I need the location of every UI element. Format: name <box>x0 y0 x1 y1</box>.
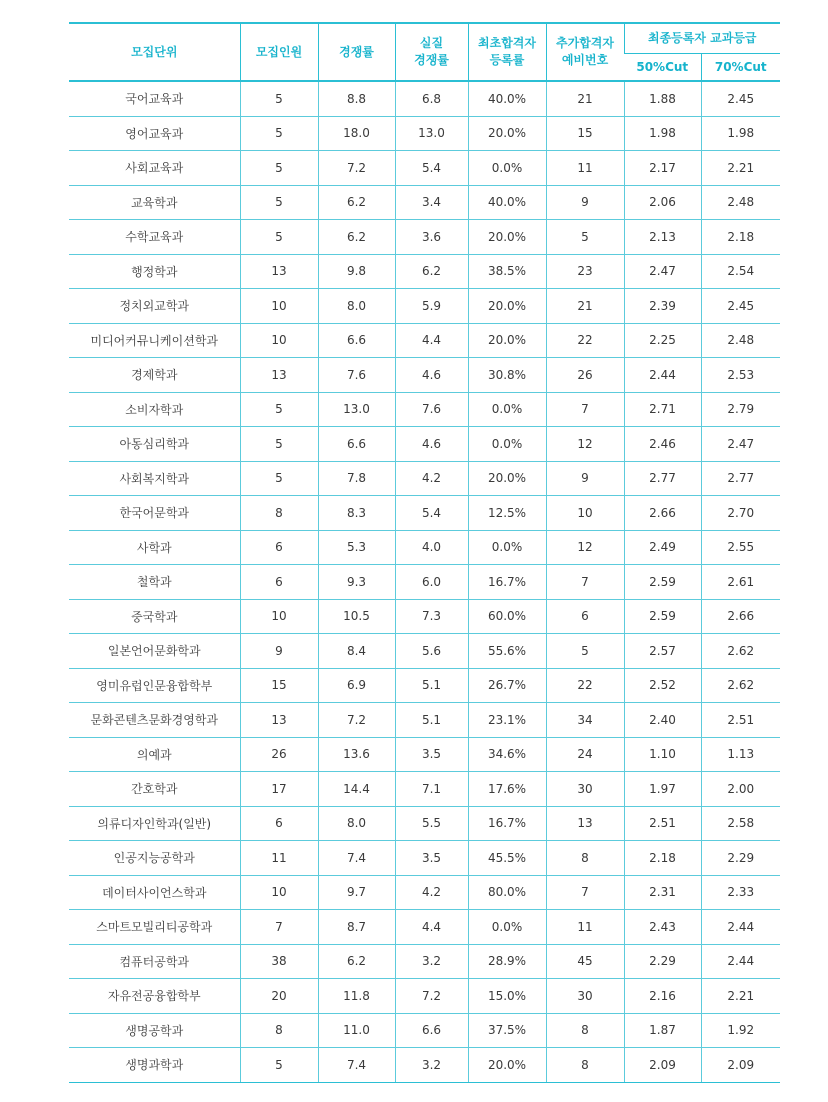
cell-competition: 18.0 <box>318 116 395 151</box>
cell-waitlist-number: 13 <box>546 806 624 841</box>
cell-cut70: 2.62 <box>701 634 780 669</box>
cell-quota: 5 <box>240 116 318 151</box>
cell-cut70: 2.33 <box>701 875 780 910</box>
cell-cut70: 1.92 <box>701 1013 780 1048</box>
header-unit: 모집단위 <box>69 23 240 81</box>
cell-quota: 9 <box>240 634 318 669</box>
cell-real-competition: 5.6 <box>395 634 468 669</box>
cell-competition: 13.6 <box>318 737 395 772</box>
cell-waitlist-number: 7 <box>546 392 624 427</box>
cell-cut50: 1.98 <box>624 116 701 151</box>
cell-real-competition: 4.0 <box>395 530 468 565</box>
cell-competition: 7.4 <box>318 841 395 876</box>
table-row <box>69 772 780 807</box>
cell-real-competition: 4.2 <box>395 875 468 910</box>
cell-first-registration-rate: 55.6% <box>468 634 546 669</box>
cell-cut50: 2.47 <box>624 254 701 289</box>
cell-real-competition: 3.5 <box>395 737 468 772</box>
cell-waitlist-number: 15 <box>546 116 624 151</box>
cell-cut70: 1.98 <box>701 116 780 151</box>
cell-first-registration-rate: 80.0% <box>468 875 546 910</box>
cell-competition: 13.0 <box>318 392 395 427</box>
cell-unit: 일본언어문화학과 <box>69 634 240 669</box>
cell-cut50: 2.16 <box>624 979 701 1014</box>
cell-waitlist-number: 8 <box>546 1013 624 1048</box>
table-row <box>69 151 780 186</box>
cell-real-competition: 4.2 <box>395 461 468 496</box>
cell-first-registration-rate: 0.0% <box>468 910 546 945</box>
cell-competition: 8.4 <box>318 634 395 669</box>
table-row <box>69 185 780 220</box>
header-waitlist-number: 추가합격자 예비번호 <box>546 23 624 81</box>
cell-unit: 의류디자인학과(일반) <box>69 806 240 841</box>
cell-unit: 중국학과 <box>69 599 240 634</box>
table-row <box>69 703 780 738</box>
cell-first-registration-rate: 12.5% <box>468 496 546 531</box>
cell-quota: 20 <box>240 979 318 1014</box>
table-row <box>69 116 780 151</box>
cell-cut70: 2.29 <box>701 841 780 876</box>
cell-real-competition: 7.6 <box>395 392 468 427</box>
table-row <box>69 634 780 669</box>
cell-waitlist-number: 8 <box>546 841 624 876</box>
cell-waitlist-number: 34 <box>546 703 624 738</box>
cell-waitlist-number: 6 <box>546 599 624 634</box>
cell-competition: 9.7 <box>318 875 395 910</box>
cell-cut70: 2.54 <box>701 254 780 289</box>
cell-cut50: 2.49 <box>624 530 701 565</box>
cell-competition: 11.8 <box>318 979 395 1014</box>
cell-cut50: 2.59 <box>624 565 701 600</box>
cell-unit: 정치외교학과 <box>69 289 240 324</box>
cell-first-registration-rate: 20.0% <box>468 220 546 255</box>
cell-quota: 5 <box>240 185 318 220</box>
cell-unit: 자유전공융합학부 <box>69 979 240 1014</box>
table-row <box>69 599 780 634</box>
cell-quota: 6 <box>240 530 318 565</box>
cell-unit: 행정학과 <box>69 254 240 289</box>
table-row <box>69 461 780 496</box>
cell-cut50: 2.66 <box>624 496 701 531</box>
cell-real-competition: 5.4 <box>395 496 468 531</box>
cell-cut50: 2.44 <box>624 358 701 393</box>
cell-waitlist-number: 9 <box>546 185 624 220</box>
header-cut70: 70%Cut <box>701 54 780 82</box>
cell-unit: 컴퓨터공학과 <box>69 944 240 979</box>
cell-competition: 8.0 <box>318 289 395 324</box>
table-row <box>69 668 780 703</box>
cell-waitlist-number: 8 <box>546 1048 624 1083</box>
cell-first-registration-rate: 37.5% <box>468 1013 546 1048</box>
table-row <box>69 289 780 324</box>
table-row <box>69 979 780 1014</box>
cell-quota: 8 <box>240 496 318 531</box>
cell-unit: 생명공학과 <box>69 1013 240 1048</box>
cell-real-competition: 7.2 <box>395 979 468 1014</box>
cell-quota: 5 <box>240 81 318 116</box>
cell-first-registration-rate: 0.0% <box>468 392 546 427</box>
cell-real-competition: 7.3 <box>395 599 468 634</box>
cell-quota: 10 <box>240 875 318 910</box>
cell-first-registration-rate: 0.0% <box>468 530 546 565</box>
cell-quota: 11 <box>240 841 318 876</box>
cell-competition: 6.2 <box>318 185 395 220</box>
cell-quota: 5 <box>240 392 318 427</box>
header-real-competition: 실질 경쟁률 <box>395 23 468 81</box>
cell-competition: 10.5 <box>318 599 395 634</box>
cell-cut50: 2.17 <box>624 151 701 186</box>
cell-cut70: 2.77 <box>701 461 780 496</box>
cell-real-competition: 5.9 <box>395 289 468 324</box>
cell-waitlist-number: 11 <box>546 910 624 945</box>
cell-quota: 38 <box>240 944 318 979</box>
cell-cut70: 2.45 <box>701 289 780 324</box>
cell-quota: 6 <box>240 565 318 600</box>
cell-cut70: 2.51 <box>701 703 780 738</box>
cell-quota: 10 <box>240 323 318 358</box>
cell-cut50: 2.43 <box>624 910 701 945</box>
cell-waitlist-number: 12 <box>546 427 624 462</box>
cell-first-registration-rate: 30.8% <box>468 358 546 393</box>
cell-first-registration-rate: 60.0% <box>468 599 546 634</box>
cell-cut70: 2.48 <box>701 185 780 220</box>
cell-cut70: 2.00 <box>701 772 780 807</box>
cell-waitlist-number: 26 <box>546 358 624 393</box>
cell-unit: 교육학과 <box>69 185 240 220</box>
cell-cut50: 2.25 <box>624 323 701 358</box>
cell-cut50: 2.06 <box>624 185 701 220</box>
cell-first-registration-rate: 16.7% <box>468 806 546 841</box>
cell-cut50: 2.31 <box>624 875 701 910</box>
cell-unit: 생명과학과 <box>69 1048 240 1083</box>
cell-competition: 7.6 <box>318 358 395 393</box>
cell-quota: 5 <box>240 151 318 186</box>
cell-cut50: 2.29 <box>624 944 701 979</box>
cell-waitlist-number: 12 <box>546 530 624 565</box>
cell-first-registration-rate: 45.5% <box>468 841 546 876</box>
cell-unit: 데이터사이언스학과 <box>69 875 240 910</box>
cell-cut70: 2.44 <box>701 910 780 945</box>
cell-unit: 영미유럽인문융합학부 <box>69 668 240 703</box>
cell-competition: 8.3 <box>318 496 395 531</box>
header-cut50: 50%Cut <box>624 54 701 82</box>
cell-unit: 수학교육과 <box>69 220 240 255</box>
cell-first-registration-rate: 40.0% <box>468 81 546 116</box>
cell-competition: 7.2 <box>318 151 395 186</box>
cell-quota: 15 <box>240 668 318 703</box>
cell-unit: 사회복지학과 <box>69 461 240 496</box>
cell-real-competition: 6.6 <box>395 1013 468 1048</box>
cell-cut70: 2.79 <box>701 392 780 427</box>
cell-competition: 14.4 <box>318 772 395 807</box>
cell-unit: 소비자학과 <box>69 392 240 427</box>
cell-first-registration-rate: 38.5% <box>468 254 546 289</box>
cell-real-competition: 5.4 <box>395 151 468 186</box>
cell-quota: 5 <box>240 220 318 255</box>
admissions-results-table <box>69 22 780 1083</box>
cell-waitlist-number: 22 <box>546 668 624 703</box>
cell-waitlist-number: 21 <box>546 81 624 116</box>
cell-first-registration-rate: 20.0% <box>468 461 546 496</box>
cell-cut50: 2.77 <box>624 461 701 496</box>
table-row <box>69 358 780 393</box>
cell-competition: 6.9 <box>318 668 395 703</box>
cell-cut70: 2.62 <box>701 668 780 703</box>
cell-waitlist-number: 7 <box>546 565 624 600</box>
table-row <box>69 806 780 841</box>
table-row <box>69 323 780 358</box>
cell-waitlist-number: 9 <box>546 461 624 496</box>
cell-cut50: 1.88 <box>624 81 701 116</box>
cell-waitlist-number: 24 <box>546 737 624 772</box>
cell-waitlist-number: 45 <box>546 944 624 979</box>
cell-unit: 국어교육과 <box>69 81 240 116</box>
cell-cut50: 2.40 <box>624 703 701 738</box>
cell-cut70: 2.61 <box>701 565 780 600</box>
cell-quota: 26 <box>240 737 318 772</box>
cell-waitlist-number: 10 <box>546 496 624 531</box>
cell-real-competition: 6.2 <box>395 254 468 289</box>
cell-cut50: 1.87 <box>624 1013 701 1048</box>
cell-competition: 6.2 <box>318 944 395 979</box>
cell-cut50: 1.10 <box>624 737 701 772</box>
cell-real-competition: 3.5 <box>395 841 468 876</box>
cell-unit: 사회교육과 <box>69 151 240 186</box>
cell-first-registration-rate: 15.0% <box>468 979 546 1014</box>
table-row <box>69 496 780 531</box>
table-row <box>69 530 780 565</box>
cell-cut50: 2.13 <box>624 220 701 255</box>
cell-waitlist-number: 30 <box>546 979 624 1014</box>
cell-waitlist-number: 30 <box>546 772 624 807</box>
table-row <box>69 875 780 910</box>
cell-cut50: 2.09 <box>624 1048 701 1083</box>
cell-cut50: 1.97 <box>624 772 701 807</box>
cell-competition: 9.3 <box>318 565 395 600</box>
cell-competition: 8.7 <box>318 910 395 945</box>
cell-unit: 아동심리학과 <box>69 427 240 462</box>
cell-quota: 6 <box>240 806 318 841</box>
table-row <box>69 392 780 427</box>
cell-cut50: 2.46 <box>624 427 701 462</box>
cell-competition: 7.2 <box>318 703 395 738</box>
cell-cut70: 2.48 <box>701 323 780 358</box>
cell-cut70: 2.44 <box>701 944 780 979</box>
cell-real-competition: 5.5 <box>395 806 468 841</box>
table-body <box>69 81 780 1082</box>
cell-first-registration-rate: 0.0% <box>468 151 546 186</box>
cell-unit: 간호학과 <box>69 772 240 807</box>
table-row <box>69 737 780 772</box>
cell-cut50: 2.39 <box>624 289 701 324</box>
cell-unit: 사학과 <box>69 530 240 565</box>
cell-cut70: 2.70 <box>701 496 780 531</box>
cell-waitlist-number: 7 <box>546 875 624 910</box>
cell-real-competition: 6.0 <box>395 565 468 600</box>
cell-quota: 5 <box>240 427 318 462</box>
cell-unit: 문화콘텐츠문화경영학과 <box>69 703 240 738</box>
cell-first-registration-rate: 20.0% <box>468 1048 546 1083</box>
table-header <box>69 23 780 81</box>
cell-competition: 11.0 <box>318 1013 395 1048</box>
cell-quota: 13 <box>240 358 318 393</box>
cell-real-competition: 4.6 <box>395 358 468 393</box>
cell-quota: 5 <box>240 1048 318 1083</box>
cell-quota: 8 <box>240 1013 318 1048</box>
cell-unit: 인공지능공학과 <box>69 841 240 876</box>
cell-real-competition: 3.2 <box>395 944 468 979</box>
cell-real-competition: 3.2 <box>395 1048 468 1083</box>
cell-cut50: 2.18 <box>624 841 701 876</box>
cell-first-registration-rate: 23.1% <box>468 703 546 738</box>
cell-waitlist-number: 5 <box>546 634 624 669</box>
table-row <box>69 254 780 289</box>
cell-competition: 6.6 <box>318 323 395 358</box>
cell-competition: 6.2 <box>318 220 395 255</box>
cell-cut70: 1.13 <box>701 737 780 772</box>
cell-real-competition: 5.1 <box>395 703 468 738</box>
table-row <box>69 910 780 945</box>
cell-real-competition: 4.4 <box>395 323 468 358</box>
cell-real-competition: 4.6 <box>395 427 468 462</box>
cell-real-competition: 13.0 <box>395 116 468 151</box>
cell-cut70: 2.45 <box>701 81 780 116</box>
cell-waitlist-number: 23 <box>546 254 624 289</box>
cell-competition: 8.0 <box>318 806 395 841</box>
cell-unit: 철학과 <box>69 565 240 600</box>
cell-cut50: 2.59 <box>624 599 701 634</box>
cell-real-competition: 5.1 <box>395 668 468 703</box>
table-row <box>69 220 780 255</box>
cell-cut50: 2.51 <box>624 806 701 841</box>
cell-first-registration-rate: 16.7% <box>468 565 546 600</box>
cell-cut70: 2.18 <box>701 220 780 255</box>
table-row <box>69 1013 780 1048</box>
cell-first-registration-rate: 17.6% <box>468 772 546 807</box>
cell-competition: 8.8 <box>318 81 395 116</box>
cell-waitlist-number: 11 <box>546 151 624 186</box>
cell-first-registration-rate: 20.0% <box>468 116 546 151</box>
cell-real-competition: 7.1 <box>395 772 468 807</box>
cell-cut50: 2.52 <box>624 668 701 703</box>
cell-quota: 7 <box>240 910 318 945</box>
cell-competition: 5.3 <box>318 530 395 565</box>
cell-first-registration-rate: 20.0% <box>468 289 546 324</box>
cell-quota: 17 <box>240 772 318 807</box>
cell-first-registration-rate: 28.9% <box>468 944 546 979</box>
cell-real-competition: 3.6 <box>395 220 468 255</box>
cell-cut70: 2.55 <box>701 530 780 565</box>
cell-quota: 10 <box>240 599 318 634</box>
cell-quota: 10 <box>240 289 318 324</box>
cell-waitlist-number: 22 <box>546 323 624 358</box>
cell-waitlist-number: 21 <box>546 289 624 324</box>
cell-cut70: 2.66 <box>701 599 780 634</box>
cell-cut50: 2.71 <box>624 392 701 427</box>
cell-cut70: 2.21 <box>701 979 780 1014</box>
table-row <box>69 427 780 462</box>
header-quota: 모집인원 <box>240 23 318 81</box>
table-row <box>69 1048 780 1083</box>
cell-unit: 영어교육과 <box>69 116 240 151</box>
cell-unit: 의예과 <box>69 737 240 772</box>
cell-unit: 한국어문학과 <box>69 496 240 531</box>
table-row <box>69 565 780 600</box>
cell-real-competition: 6.8 <box>395 81 468 116</box>
cell-cut70: 2.47 <box>701 427 780 462</box>
header-final-grade-group: 최종등록자 교과등급 <box>624 23 780 54</box>
cell-cut70: 2.09 <box>701 1048 780 1083</box>
cell-competition: 9.8 <box>318 254 395 289</box>
cell-cut50: 2.57 <box>624 634 701 669</box>
table-row <box>69 944 780 979</box>
cell-unit: 미디어커뮤니케이션학과 <box>69 323 240 358</box>
cell-competition: 6.6 <box>318 427 395 462</box>
cell-competition: 7.8 <box>318 461 395 496</box>
cell-first-registration-rate: 26.7% <box>468 668 546 703</box>
cell-cut70: 2.53 <box>701 358 780 393</box>
header-first-registration-rate: 최초합격자 등록률 <box>468 23 546 81</box>
cell-real-competition: 4.4 <box>395 910 468 945</box>
cell-unit: 스마트모빌리티공학과 <box>69 910 240 945</box>
cell-cut70: 2.58 <box>701 806 780 841</box>
cell-waitlist-number: 5 <box>546 220 624 255</box>
cell-real-competition: 3.4 <box>395 185 468 220</box>
table-row <box>69 841 780 876</box>
cell-quota: 13 <box>240 254 318 289</box>
cell-cut70: 2.21 <box>701 151 780 186</box>
cell-competition: 7.4 <box>318 1048 395 1083</box>
cell-first-registration-rate: 20.0% <box>468 323 546 358</box>
cell-unit: 경제학과 <box>69 358 240 393</box>
header-competition: 경쟁률 <box>318 23 395 81</box>
cell-quota: 13 <box>240 703 318 738</box>
cell-first-registration-rate: 40.0% <box>468 185 546 220</box>
table-row <box>69 81 780 116</box>
cell-quota: 5 <box>240 461 318 496</box>
cell-first-registration-rate: 34.6% <box>468 737 546 772</box>
cell-first-registration-rate: 0.0% <box>468 427 546 462</box>
